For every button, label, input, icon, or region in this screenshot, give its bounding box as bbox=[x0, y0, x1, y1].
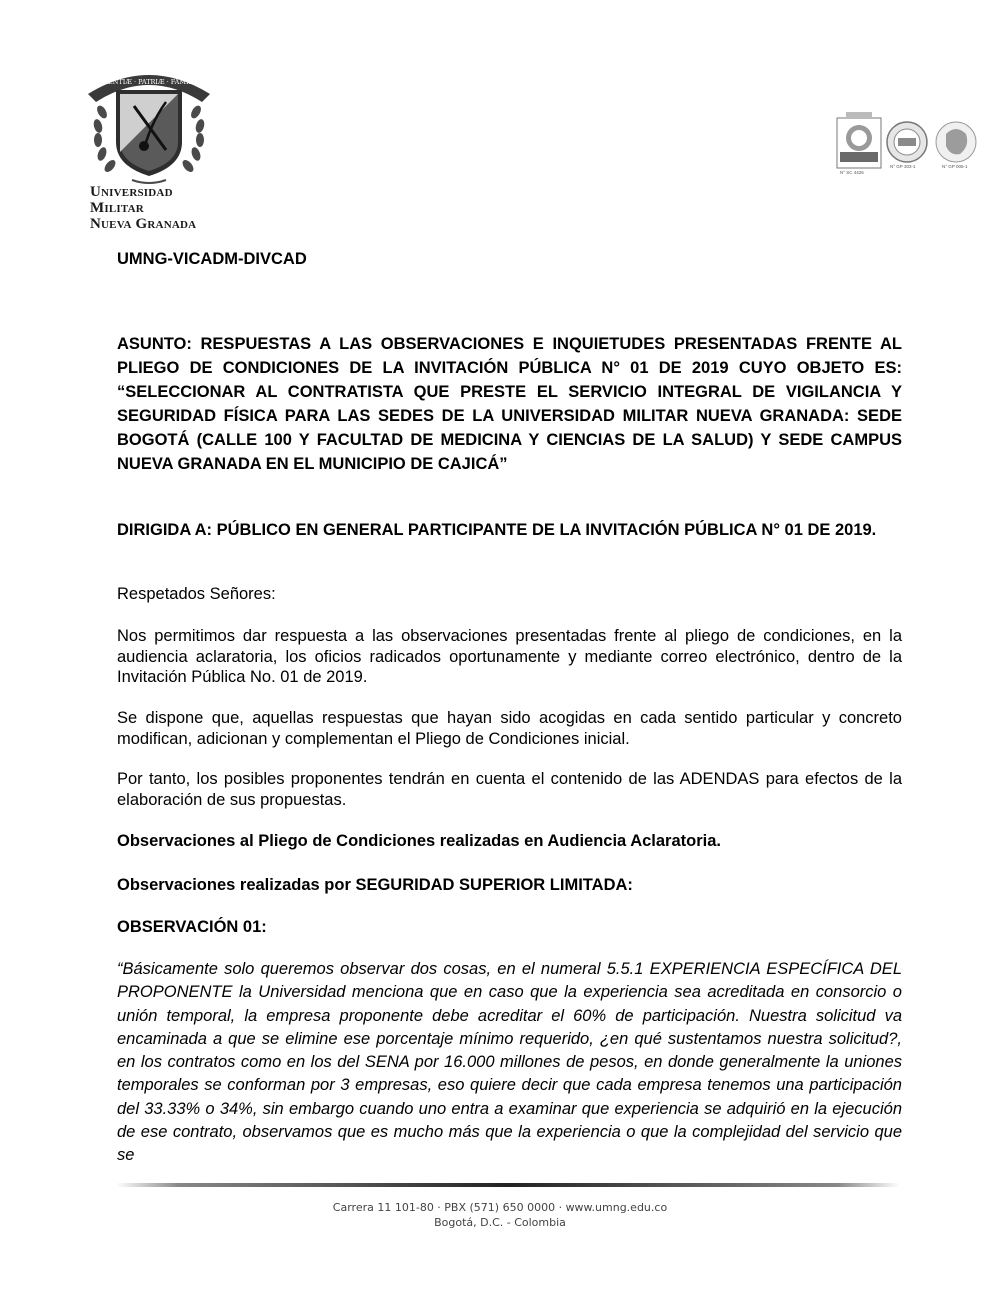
document-reference: UMNG-VICADM-DIVCAD bbox=[117, 250, 307, 268]
salutation: Respetados Señores: bbox=[117, 585, 276, 603]
footer-address: Carrera 11 101-80 · PBX (571) 650 0000 · www.umng.edu.co bbox=[332, 1201, 668, 1214]
university-crest-icon bbox=[84, 62, 214, 187]
paragraph-provision: Se dispone que, aquellas respuestas que hayan sido acogidas en cada sentido particular y concreto modifican, adicionan y complementan el Pliego de Condiciones inicial. bbox=[117, 709, 902, 748]
iqnet-seal-icon bbox=[887, 122, 927, 162]
paragraph-response-intro: Nos permitimos dar respuesta a las observaciones presentadas frente al pliego de condiciones, en la audiencia aclaratoria, los oficios radicados oportunamente y mediante correo electrónico, dentro de la Invitación Pública No. 01 de 2019. bbox=[117, 627, 902, 686]
university-name-line1: Universidad Militar bbox=[90, 184, 173, 216]
motto-text: SCIENTIÆ · PATRIÆ · FAMILIÆ bbox=[96, 78, 202, 86]
subject-heading: ASUNTO: RESPUESTAS A LAS OBSERVACIONES E INQUIETUDES PRESENTADAS FRENTE AL PLIEGO DE CONDICIONES DE LA INVITACIÓN PÚBLICA N° 01 DE 2019 CUYO OBJETO ES: “SELECCIONAR AL CONTRATISTA QUE PRESTE EL SERVICIO INTEGRAL DE VIGILANCIA Y SEGURIDAD FÍSICA PARA LAS SEDES DE LA UNIVERSIDAD MILITAR NUEVA GRANADA: SEDE BOGOTÁ (CALLE 100 Y FACULTAD DE MEDICINA Y CIENCIAS DE LA SALUD) Y SEDE CAMPUS NUEVA GRANADA EN EL MUNICIPIO DE CAJICÁ” bbox=[117, 335, 902, 474]
section-heading-company: Observaciones realizadas por SEGURIDAD SUPERIOR LIMITADA: bbox=[117, 876, 633, 894]
cert-code-1: N° SC 4426 bbox=[840, 170, 864, 175]
footer-divider bbox=[116, 1183, 900, 1187]
footer-city: Bogotá, D.C. - Colombia bbox=[434, 1216, 566, 1229]
cert-code-3: N° GP 006-1 bbox=[942, 164, 968, 169]
observation-quote: “Básicamente solo queremos observar dos cosas, en el numeral 5.5.1 EXPERIENCIA ESPECÍFICA DEL PROPONENTE la Universidad menciona que en caso que la experiencia sea acreditada en consorcio o unión temporal, la empresa proponente debe acreditar el 60% de participación. Nuestra solicitud va encaminada a que se elimine ese porcentaje mínimo requerido, ¿en qué sustentamos nuestra solicitud?, en los contratos como en los del SENA por 16.000 millones de pesos, en donde generalmente la uniones temporales se conforman por 3 empresas, eso quiere decir que cada empresa tenemos una participación del 33.33% o 34%, sin embargo cuando uno entra a examinar que experiencia se adquirió en la ejecución de ese contrato, observamos que es mucho más que la experiencia o que la complejidad del servicio que se bbox=[117, 960, 902, 1165]
university-name bbox=[90, 184, 230, 232]
addressed-to-heading: DIRIGIDA A: PÚBLICO EN GENERAL PARTICIPANTE DE LA INVITACIÓN PÚBLICA N° 01 DE 2019. bbox=[117, 521, 877, 539]
cert-code-2: N° GP 303-1 bbox=[890, 164, 916, 169]
certification-seals bbox=[836, 112, 981, 176]
section-heading-audiencia: Observaciones al Pliego de Condiciones realizadas en Audiencia Aclaratoria. bbox=[117, 832, 721, 850]
university-name-line2: Nueva Granada bbox=[90, 216, 197, 232]
icontec-certificate-icon bbox=[837, 112, 881, 168]
observation-heading: OBSERVACIÓN 01: bbox=[117, 918, 267, 936]
colombia-seal-icon bbox=[936, 122, 976, 162]
paragraph-addenda: Por tanto, los posibles proponentes tendrán en cuenta el contenido de las ADENDAS para efectos de la elaboración de sus propuestas. bbox=[117, 770, 902, 809]
